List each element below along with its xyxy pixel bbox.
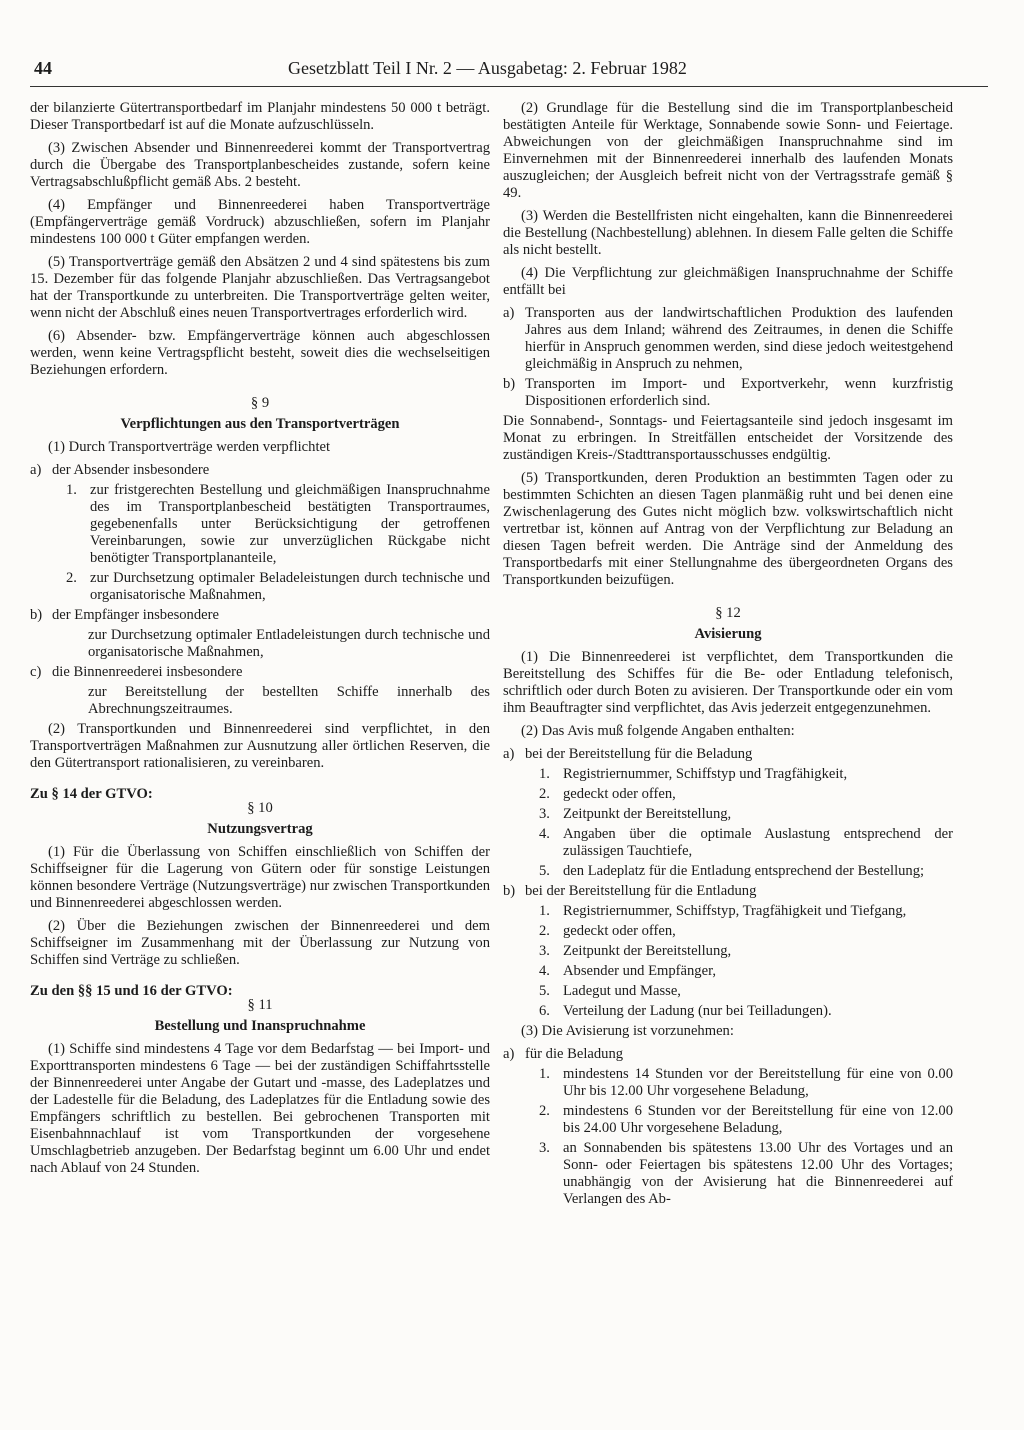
paragraph: (2) Transportkunden und Binnenreederei sind verpflichtet, in den Transportverträgen Maßnahmen zur Ausnutzung aller örtlichen Reserven, die den Gütertransport rationalisieren, zu vereinbaren. (30, 721, 490, 771)
paragraph: (1) Die Binnenreederei ist verpflichtet, dem Transportkunden die Bereitstellung des Schiffes für die Be- oder Entladung telefonisch, schriftlich oder durch Boten zu avisieren. Der Transportkunde oder ein vom ihm Beauftragter sind verpflichtet, das Avis jederzeit entgegenzunehmen. (503, 649, 953, 716)
list-text: bei der Bereitstellung für die Entladung (525, 883, 757, 899)
header-rule (30, 86, 988, 87)
list-item (30, 664, 490, 681)
list-text: mindestens 6 Stunden vor der Bereitstellung für eine von 12.00 bis 24.00 Uhr vorgesehene Beladung, (563, 1103, 953, 1136)
paragraph: (2) Das Avis muß folgende Angaben enthalten: (521, 723, 795, 739)
regulation-reference: Zu § 14 der GTVO: (30, 786, 153, 802)
list-text: für die Beladung (525, 1046, 624, 1062)
list-item (503, 863, 953, 880)
list-text: zur Durchsetzung optimaler Beladeleistungen durch technische und organisatorische Maßnahmen, (90, 570, 490, 603)
list-label: 4. (539, 963, 550, 979)
paragraph: (3) Zwischen Absender und Binnenreederei kommt der Transportvertrag durch die Übergabe des Transportplanbescheides zustande, sofern keine Vertragsabschlußpflicht gemäß Abs. 2 besteht. (30, 140, 490, 190)
list-text: der Absender insbesondere (52, 462, 210, 478)
list-text: gedeckt oder offen, (563, 923, 676, 939)
list-label: 3. (539, 806, 550, 822)
list-text: Registriernummer, Schiffstyp und Tragfähigkeit, (563, 766, 848, 782)
paragraph: (3) Werden die Bestellfristen nicht eingehalten, kann die Binnenreederei die Bestellung (Nachbestellung) ablehnen. In diesem Falle gelten die Schiffe als nicht bestellt. (503, 208, 953, 258)
list-label: b) (503, 376, 516, 392)
list-text: Absender und Empfänger, (563, 963, 717, 979)
paragraph: (5) Transportverträge gemäß den Absätzen 2 und 4 sind spätestens bis zum 15. Dezember für das folgende Planjahr abzuschließen. Das Vertragsangebot hat der Transportkunde zu unterbreiten. Die Transportverträge gelten weiter, wenn nicht der Abschluß eines neuen Transportvertrages erforderlich wird. (30, 254, 490, 321)
list-label: 4. (539, 826, 550, 842)
list-label: 2. (539, 1103, 550, 1119)
list-text: Zeitpunkt der Bereitstellung, (563, 943, 732, 959)
list-label: 1. (66, 482, 77, 498)
list-item (503, 1103, 953, 1137)
list-item (503, 923, 953, 940)
list-label: 3. (539, 1140, 550, 1156)
list-item (503, 786, 953, 803)
list-text: gedeckt oder offen, (563, 786, 676, 802)
list-item (503, 806, 953, 823)
list-item (503, 376, 953, 410)
paragraph: (4) Die Verpflichtung zur gleichmäßigen Inanspruchnahme der Schiffe entfällt bei (503, 265, 953, 298)
list-label: 3. (539, 943, 550, 959)
list-label: a) (503, 746, 515, 762)
list-item (503, 883, 953, 900)
paragraph: (1) Für die Überlassung von Schiffen einschließlich von Schiffen der Schiffseigner für die Lagerung von Gütern oder für sonstige Leistungen können besondere Verträge (Nutzungsverträge) nur zwischen Transportkunden und Binnenreederei abgeschlossen werden. (30, 844, 490, 911)
list-text: an Sonnabenden bis spätestens 13.00 Uhr des Vortages und an Sonn- oder Feiertagen bis spätestens 12.00 Uhr des Vortages; unabhängig von der Avisierung hat die Binnenreederei auf Verlangen des Ab- (563, 1140, 953, 1207)
list-label: a) (30, 462, 42, 478)
running-title: Gesetzblatt Teil I Nr. 2 — Ausgabetag: 2. Februar 1982 (288, 58, 687, 78)
list-label: a) (503, 305, 515, 321)
list-label: 1. (539, 903, 550, 919)
list-label: 2. (66, 570, 77, 586)
list-item (503, 826, 953, 860)
list-label: b) (30, 607, 43, 623)
list-label: 2. (539, 786, 550, 802)
section-title: Verpflichtungen aus den Transportverträgen (120, 416, 400, 432)
paragraph: der bilanzierte Gütertransportbedarf im Planjahr mindestens 50 000 t beträgt. Dieser Transportbedarf ist auf die Monate aufzuschlüsseln. (30, 100, 490, 133)
list-item (30, 570, 490, 604)
list-label: 1. (539, 1066, 550, 1082)
list-item (503, 983, 953, 1000)
list-item (30, 482, 490, 567)
list-item (503, 766, 953, 783)
section-number: § 10 (247, 800, 273, 816)
list-continuation: zur Durchsetzung optimaler Entladeleistungen durch technische und organisatorische Maßnahmen, (88, 627, 490, 660)
paragraph: Die Sonnabend-, Sonntags- und Feiertagsanteile sind jedoch insgesamt im Monat zu erbringen. In Streitfällen entscheidet der Vorsitzende des zuständigen Kreis-/Stadttransportausschusses endgültig. (503, 413, 953, 463)
section-title: Avisierung (694, 626, 762, 642)
list-item (503, 1003, 953, 1020)
section-title: Bestellung und Inanspruchnahme (154, 1018, 366, 1034)
list-item (30, 607, 490, 624)
paragraph: (5) Transportkunden, deren Produktion an bestimmten Tagen oder zu bestimmten Schichten an diesen Tagen planmäßig ruht und bei denen eine Zwischenlagerung des Gutes nicht möglich bzw. volkswirtschaftlich nicht vertretbar ist, können auf Antrag von der Verpflichtung zur Beladung an diesen Tagen befreit werden. Die Anträge sind der Anmeldung des Transportbedarfs mit einer Stellungnahme des übergeordneten Organs des Transportkunden beizufügen. (503, 470, 953, 588)
list-text: die Binnenreederei insbesondere (52, 664, 243, 680)
list-item (503, 963, 953, 980)
section-number: § 9 (250, 395, 270, 411)
list-text: Angaben über die optimale Auslastung entsprechend der zulässigen Tauchtiefe, (563, 826, 953, 859)
list-text: zur fristgerechten Bestellung und gleichmäßigen Inanspruchnahme des im Transportplanbescheid bestätigten Transportraumes, gegebenenfalls unter Berücksichtigung der getroffenen Vereinbarungen, sowie zur unverzüglichen Rückgabe nicht benötigter Transportplananteile, (90, 482, 490, 566)
list-item (503, 305, 953, 373)
paragraph: (3) Die Avisierung ist vorzunehmen: (521, 1023, 734, 1039)
section-number: § 12 (715, 605, 741, 621)
list-item (503, 1140, 953, 1208)
list-text: der Empfänger insbesondere (52, 607, 219, 623)
paragraph: (6) Absender- bzw. Empfängerverträge können auch abgeschlossen werden, wenn keine Vertragspflicht besteht, soweit dies die wechselseitigen Beziehungen erfordern. (30, 328, 490, 378)
list-item (503, 903, 953, 920)
list-label: c) (30, 664, 42, 680)
section-title: Nutzungsvertrag (207, 821, 313, 837)
right-column (503, 100, 953, 1211)
paragraph: (4) Empfänger und Binnenreederei haben Transportverträge (Empfängerverträge gemäß Vordruck) abzuschließen, sofern im Planjahr mindestens 100 000 t Güter empfangen werden. (30, 197, 490, 247)
page-number: 44 (34, 58, 52, 78)
list-label: 5. (539, 983, 550, 999)
list-item (503, 943, 953, 960)
list-text: Ladegut und Masse, (563, 983, 681, 999)
list-text: den Ladeplatz für die Entladung entsprechend der Bestellung; (563, 863, 925, 879)
page-header (34, 58, 990, 80)
list-item (503, 746, 953, 763)
list-text: mindestens 14 Stunden vor der Bereitstellung für eine von 0.00 Uhr bis 12.00 Uhr vorgesehene Beladung, (563, 1066, 953, 1099)
list-item (30, 462, 490, 479)
paragraph: (1) Durch Transportverträge werden verpflichtet (48, 439, 331, 455)
paragraph: (1) Schiffe sind mindestens 4 Tage vor dem Bedarfstag — bei Import- und Exporttransporten mindestens 6 Tage — bei der zuständigen Schiffahrtsstelle der Binnenreederei unter Angabe der Gutart und -masse, des Ladeplatzes und der Ladestelle für die Beladung, des Ladeplatzes für die Entladung sowie des Empfängers schriftlich zu bestellen. Bei gebrochenen Transporten mit Eisenbahnnachlauf ist vom Transportkunden der vorgesehene Umschlagbetrieb anzugeben. Der Bedarfstag beginnt um 6.00 Uhr und endet nach Ablauf von 24 Stunden. (30, 1041, 490, 1176)
list-label: b) (503, 883, 516, 899)
list-text: Zeitpunkt der Bereitstellung, (563, 806, 732, 822)
list-text: bei der Bereitstellung für die Beladung (525, 746, 753, 762)
regulation-reference: Zu den §§ 15 und 16 der GTVO: (30, 983, 233, 999)
list-text: Registriernummer, Schiffstyp, Tragfähigkeit und Tiefgang, (563, 903, 907, 919)
list-text: Transporten im Import- und Exportverkehr, wenn kurzfristig Dispositionen erforderlich sind. (525, 376, 953, 409)
list-label: 5. (539, 863, 550, 879)
list-label: a) (503, 1046, 515, 1062)
list-text: Verteilung der Ladung (nur bei Teilladungen). (563, 1003, 832, 1019)
paragraph: (2) Grundlage für die Bestellung sind die im Transportplanbescheid bestätigten Anteile für Werktage, Sonnabende sowie Sonn- und Feiertage. Abweichungen von der gleichmäßigen Inanspruchnahme sind im Einvernehmen mit der Binnenreederei innerhalb des laufenden Monats auszugleichen; der Ausgleich befreit nicht von der Vertragsstrafe gemäß § 49. (503, 100, 953, 201)
section-number: § 11 (247, 997, 273, 1013)
list-continuation: zur Bereitstellung der bestellten Schiffe innerhalb des Abrechnungszeitraumes. (88, 684, 490, 717)
left-column (30, 100, 490, 1183)
paragraph: (2) Über die Beziehungen zwischen der Binnenreederei und dem Schiffseigner im Zusammenhang mit der Überlassung zur Nutzung von Schiffen sind Verträge zu schließen. (30, 918, 490, 968)
list-label: 1. (539, 766, 550, 782)
list-item (503, 1066, 953, 1100)
list-label: 2. (539, 923, 550, 939)
list-label: 6. (539, 1003, 550, 1019)
list-text: Transporten aus der landwirtschaftlichen Produktion des laufenden Jahres aus dem Inland; während des Zeitraumes, in denen die Schiffe hierfür in Anspruch genommen werden, sind diese jedoch weitestgehend gleichmäßig in Anspruch zu nehmen, (525, 305, 953, 372)
list-item (503, 1046, 953, 1063)
